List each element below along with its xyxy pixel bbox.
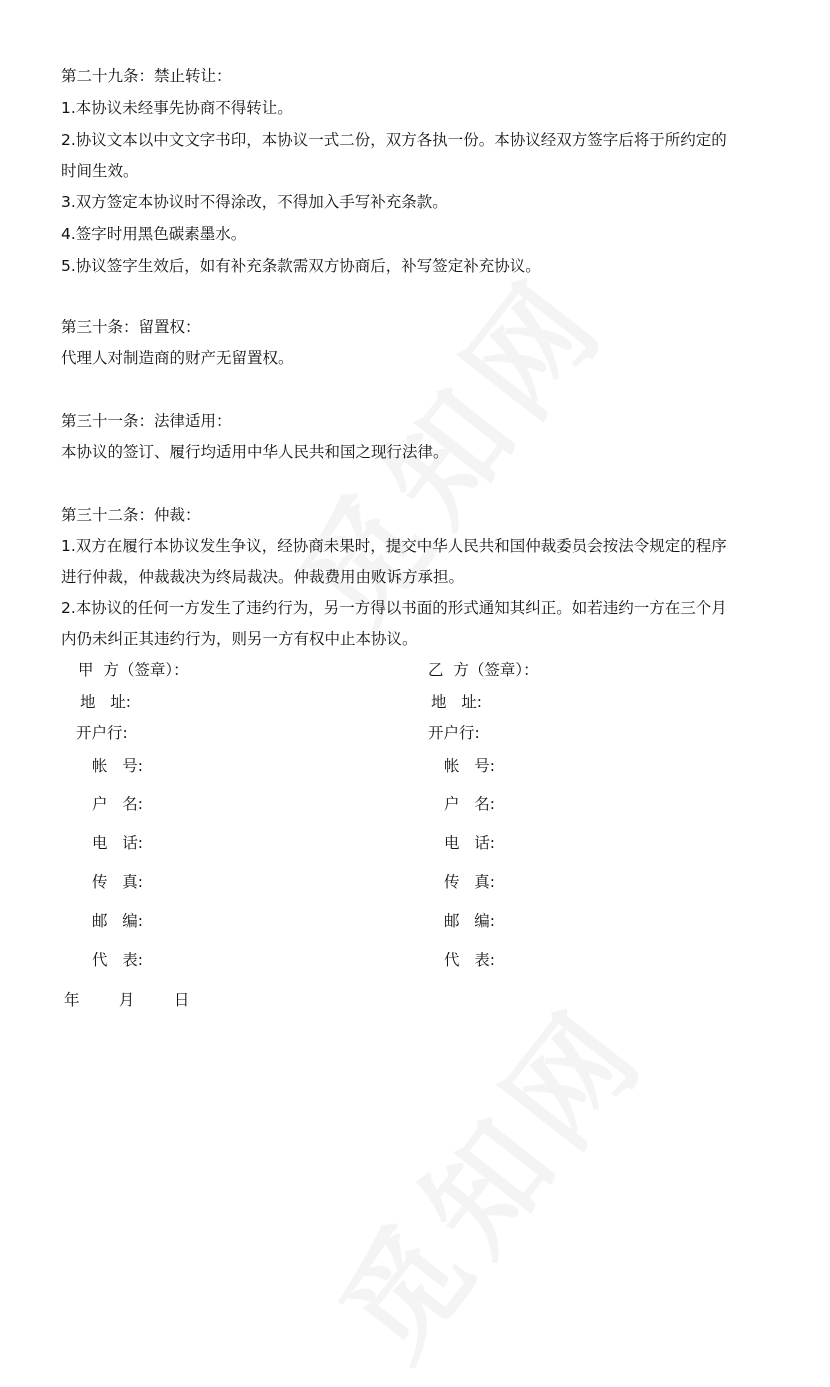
article-31-body: 本协议的签订、履行均适用中华人民共和国之现行法律。 bbox=[61, 443, 449, 461]
article-29-heading: 第二十九条：禁止转让： bbox=[61, 67, 232, 85]
article-29-item: 4.签字时用黑色碳素墨水。 bbox=[61, 225, 247, 243]
article-29-item: 5.协议签字生效后，如有补充条款需双方协商后，补写签定补充协议。 bbox=[61, 257, 541, 275]
party-a-rep-label: 代 表: bbox=[92, 951, 144, 969]
article-32-heading: 第三十二条：仲裁： bbox=[61, 506, 201, 524]
article-31-heading: 第三十一条：法律适用： bbox=[61, 412, 232, 430]
article-30-body: 代理人对制造商的财产无留置权。 bbox=[61, 349, 294, 367]
party-b-bank-label: 开户行: bbox=[428, 724, 480, 742]
party-a-title: 甲 方（签章）： bbox=[78, 661, 189, 679]
party-b-rep-label: 代 表: bbox=[444, 951, 496, 969]
party-a-fax-label: 传 真: bbox=[92, 873, 144, 891]
party-a-address-label: 地 址: bbox=[80, 693, 132, 711]
article-32-item: 1.双方在履行本协议发生争议，经协商未果时，提交中华人民共和国仲裁委员会按法令规定的程序 bbox=[61, 537, 727, 555]
party-a-postcode-label: 邮 编: bbox=[92, 912, 144, 930]
party-a-phone-label: 电 话: bbox=[92, 834, 144, 852]
article-29-item: 1.本协议未经事先协商不得转让。 bbox=[61, 99, 293, 117]
party-b-title: 乙 方（签章）： bbox=[428, 661, 539, 679]
article-32-item: 进行仲裁，仲裁裁决为终局裁决。仲裁费用由败诉方承担。 bbox=[61, 568, 465, 586]
party-b-fax-label: 传 真: bbox=[444, 873, 496, 891]
article-32-item: 内仍未纠正其违约行为，则另一方有权中止本协议。 bbox=[61, 630, 418, 648]
party-b-postcode-label: 邮 编: bbox=[444, 912, 496, 930]
party-a-account-label: 帐 号: bbox=[92, 757, 144, 775]
article-30-heading: 第三十条：留置权： bbox=[61, 318, 201, 336]
party-b-address-label: 地 址: bbox=[431, 693, 483, 711]
party-b-account-label: 帐 号: bbox=[444, 757, 496, 775]
party-b-name-label: 户 名: bbox=[444, 795, 496, 813]
article-29-item: 时间生效。 bbox=[61, 162, 139, 180]
party-a-name-label: 户 名: bbox=[92, 795, 144, 813]
signing-date: 年 月 日 bbox=[64, 991, 190, 1009]
article-32-item: 2.本协议的任何一方发生了违约行为，另一方得以书面的形式通知其纠正。如若违约一方在三个月 bbox=[61, 599, 727, 617]
article-29-item: 3.双方签定本协议时不得涂改，不得加入手写补充条款。 bbox=[61, 193, 448, 211]
party-b-phone-label: 电 话: bbox=[444, 834, 496, 852]
article-29-item: 2.协议文本以中文文字书印，本协议一式二份，双方各执一份。本协议经双方签字后将于所约定的 bbox=[61, 131, 727, 149]
watermark bbox=[294, 965, 677, 1387]
party-a-bank-label: 开户行: bbox=[76, 724, 128, 742]
